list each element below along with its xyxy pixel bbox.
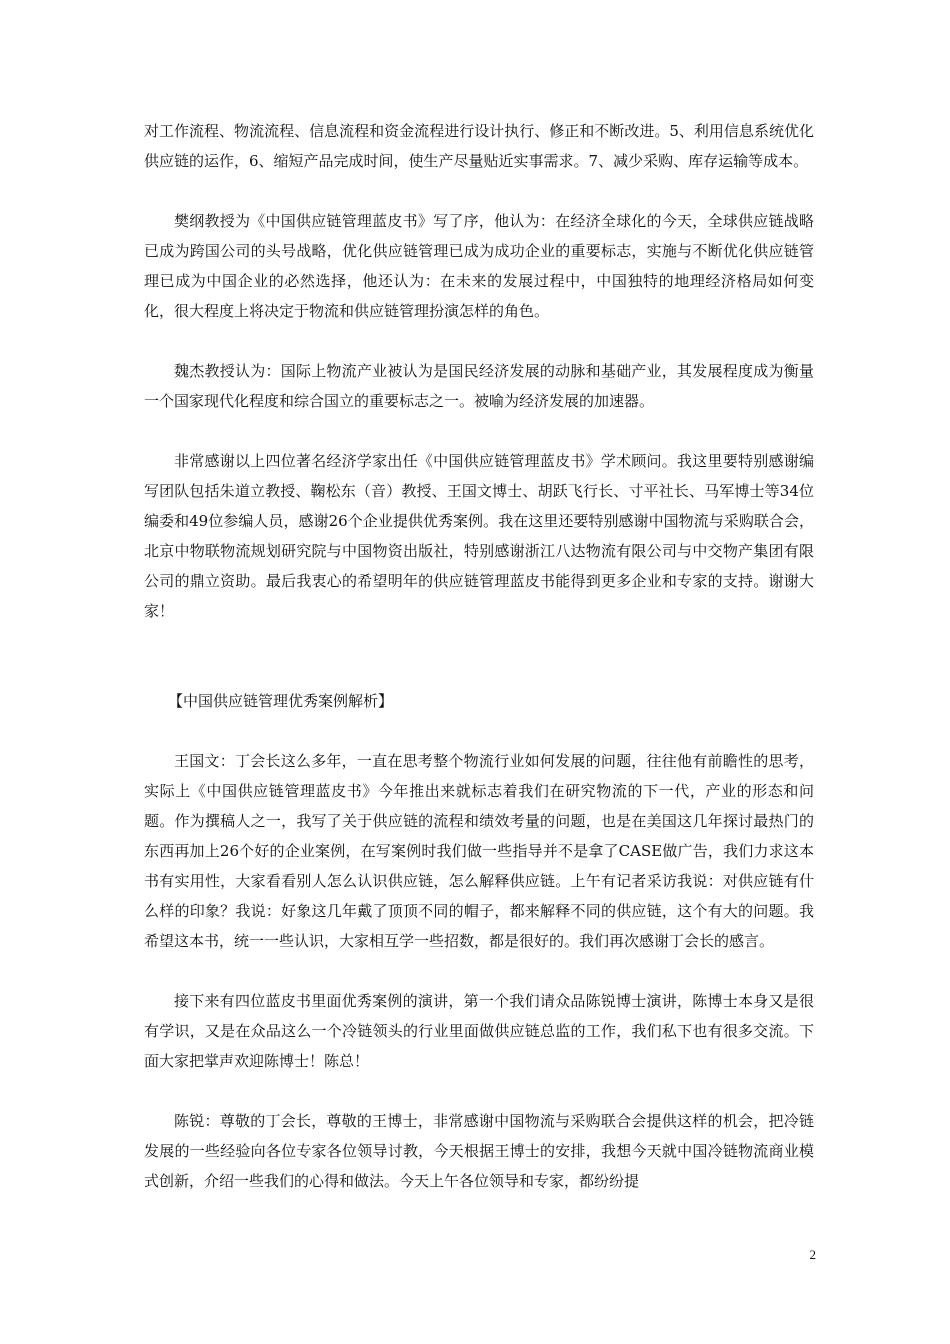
paragraph-introduction: 接下来有四位蓝皮书里面优秀案例的演讲，第一个我们请众品陈锐博士演讲，陈博士本身又是很有学识，又是在众品这么一个冷链领头的行业里面做供应链总监的工作，我们私下也有很多交流。下面大家把掌声欢迎陈博士！陈总！ — [144, 992, 814, 1070]
paragraph-fan-gang: 樊纲教授为《中国供应链管理蓝皮书》写了序，他认为：在经济全球化的今天，全球供应链战略已成为跨国公司的头号战略，优化供应链管理已成为成功企业的重要标志，实施与不断优化供应链管理已成为中国企业的必然选择，他还认为：在未来的发展过程中，中国独特的地理经济格局如何变化，很大程度上将决定于物流和供应链管理扮演怎样的角色。 — [144, 212, 814, 320]
paragraph-continuation: 对工作流程、物流流程、信息流程和资金流程进行设计执行、修正和不断改进。5、利用信息系统优化供应链的运作，6、缩短产品完成时间，使生产尽量贴近实事需求。7、减少采购、库存运输等成本。 — [144, 122, 814, 170]
paragraph-wei-jie: 魏杰教授认为：国际上物流产业被认为是国民经济发展的动脉和基础产业，其发展程度成为衡量一个国家现代化程度和综合国立的重要标志之一。被喻为经济发展的加速器。 — [144, 362, 814, 410]
page-number: 2 — [809, 1247, 816, 1262]
section-heading: 【中国供应链管理优秀案例解析】 — [168, 692, 394, 710]
paragraph-wang-guowen: 王国文：丁会长这么多年，一直在思考整个物流行业如何发展的问题，往往他有前瞻性的思考，实际上《中国供应链管理蓝皮书》今年推出来就标志着我们在研究物流的下一代，产业的形态和问题。作为撰稿人之一，我写了关于供应链的流程和绩效考量的问题，也是在美国这几年探讨最热门的东西再加上26个好的企业案例，在写案例时我们做一些指导并不是拿了CASE做广告，我们力求这本书有实用性，大家看看别人怎么认识供应链，怎么解释供应链。上午有记者采访我说：对供应链有什么样的印象？我说：好象这几年戴了顶顶不同的帽子，都来解释不同的供应链，这个有大的问题。我希望这本书，统一一些认识，大家相互学一些招数，都是很好的。我们再次感谢丁会长的感言。 — [144, 752, 814, 950]
page-body — [144, 116, 814, 1196]
paragraph-chen-rui: 陈锐：尊敬的丁会长，尊敬的王博士，非常感谢中国物流与采购联合会提供这样的机会，把冷链发展的一些经验向各位专家各位领导讨教，今天根据王博士的安排，我想今天就中国冷链物流商业模式创新，介绍一些我们的心得和做法。今天上午各位领导和专家，都纷纷提 — [144, 1112, 814, 1190]
paragraph-acknowledgements: 非常感谢以上四位著名经济学家出任《中国供应链管理蓝皮书》学术顾问。我这里要特别感谢编写团队包括朱道立教授、鞠松东（音）教授、王国文博士、胡跃飞行长、寸平社长、马军博士等34位编委和49位参编人员，感谢26个企业提供优秀案例。我在这里还要特别感谢中国物流与采购联合会，北京中物联物流规划研究院与中国物资出版社，特别感谢浙江八达物流有限公司与中交物产集团有限公司的鼎立资助。最后我衷心的希望明年的供应链管理蓝皮书能得到更多企业和专家的支持。谢谢大家！ — [144, 452, 814, 620]
